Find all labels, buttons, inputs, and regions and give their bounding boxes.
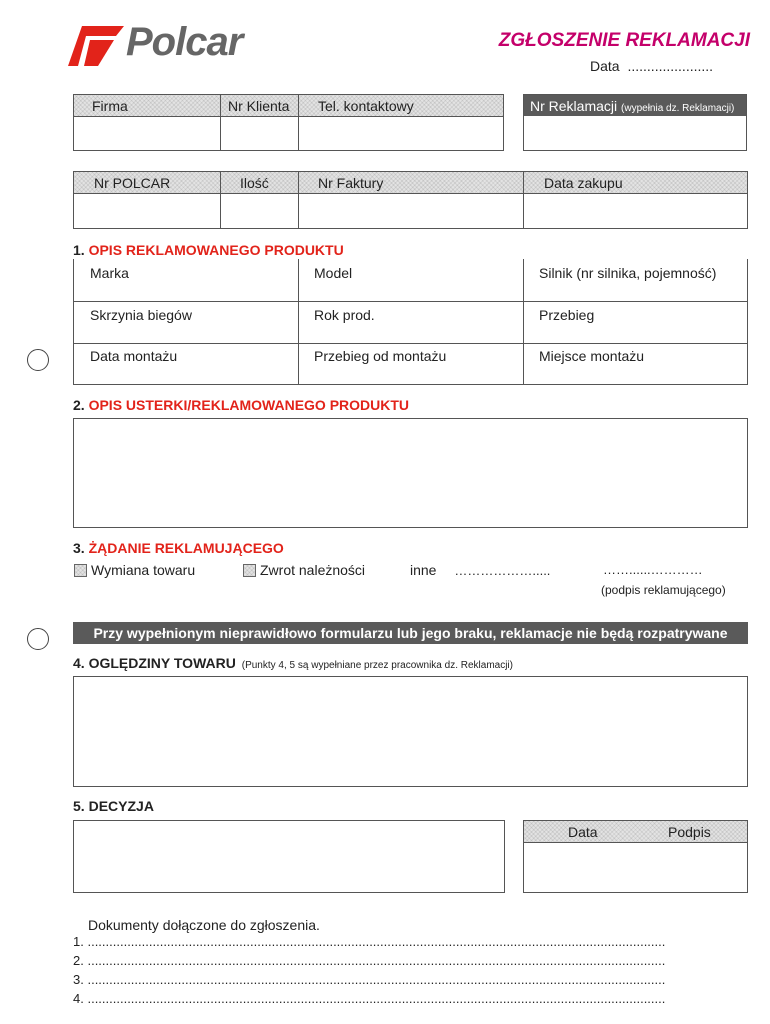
- nr-faktury-field[interactable]: [299, 194, 522, 228]
- option-inne[interactable]: inne ……………….....: [410, 562, 551, 578]
- col-tel: Tel. kontaktowy: [318, 98, 414, 114]
- field-przebieg[interactable]: Przebieg: [539, 307, 595, 323]
- col-data: Data: [568, 824, 598, 840]
- logo-wordmark: Polcar: [126, 20, 243, 64]
- document-dots: ................................................................................................................................................................: [87, 934, 666, 949]
- client-info-table: [73, 94, 504, 151]
- nr-reklamacji-note: (wypełnia dz. Reklamacji): [621, 103, 735, 114]
- col-nr-reklamacji: Nr Reklamacji (wypełnia dz. Reklamacji): [530, 98, 735, 114]
- invoice-header: [74, 172, 747, 193]
- checkbox-wymiana[interactable]: [74, 564, 87, 577]
- document-line[interactable]: 1. ................................................................................................................................................................: [73, 934, 666, 949]
- data-zakupu-field[interactable]: [524, 194, 746, 228]
- warning-banner: Przy wypełnionym nieprawidłowo formularzu lub jego braku, reklamacje nie będą rozpatrywane: [73, 622, 748, 644]
- col-nr-faktury: Nr Faktury: [318, 175, 384, 191]
- col-nr-polcar: Nr POLCAR: [94, 175, 171, 191]
- product-description-table: [73, 259, 748, 385]
- documents-list: [73, 934, 728, 1010]
- field-model[interactable]: Model: [314, 265, 353, 281]
- section3-heading: 3. ŻĄDANIE REKLAMUJĄCEGO: [73, 540, 284, 556]
- section5-heading: 5. DECYZJA: [73, 798, 154, 814]
- option-wymiana[interactable]: Wymiana towaru: [74, 562, 195, 578]
- document-line[interactable]: 2. ................................................................................................................................................................: [73, 953, 666, 968]
- inspection-field[interactable]: [73, 676, 748, 787]
- checkbox-zwrot[interactable]: [243, 564, 256, 577]
- col-ilosc: Ilość: [240, 175, 269, 191]
- col-podpis: Podpis: [668, 824, 711, 840]
- signature-line[interactable]: ……......…………: [603, 562, 703, 577]
- field-przebieg-od-montazu[interactable]: Przebieg od montażu: [314, 348, 447, 364]
- polcar-logo: [68, 20, 308, 68]
- document-line[interactable]: 4. ................................................................................................................................................................: [73, 991, 666, 1006]
- firma-field[interactable]: [75, 117, 219, 150]
- signature-caption: (podpis reklamującego): [601, 583, 726, 597]
- field-skrzynia[interactable]: Skrzynia biegów: [90, 307, 192, 323]
- col-firma: Firma: [92, 98, 128, 114]
- tel-field[interactable]: [299, 117, 503, 150]
- field-miejsce-montazu[interactable]: Miejsce montażu: [539, 348, 645, 364]
- date-dots[interactable]: ......................: [627, 58, 714, 74]
- date-label: Data: [590, 58, 620, 74]
- nr-reklamacji-field[interactable]: [525, 117, 745, 150]
- decision-sign-box: [523, 820, 748, 893]
- option-zwrot[interactable]: Zwrot należności: [243, 562, 365, 578]
- document-dots: ................................................................................................................................................................: [87, 953, 666, 968]
- decision-sign-header: [524, 821, 747, 842]
- nr-polcar-field[interactable]: [75, 194, 219, 228]
- punch-hole-bottom: [27, 628, 49, 650]
- field-data-montazu[interactable]: Data montażu: [90, 348, 178, 364]
- ilosc-field[interactable]: [221, 194, 297, 228]
- document-line[interactable]: 3. ................................................................................................................................................................: [73, 972, 666, 987]
- complaint-number-box: [523, 94, 747, 151]
- field-rok-prod[interactable]: Rok prod.: [314, 307, 375, 323]
- col-nr-klienta: Nr Klienta: [228, 98, 290, 114]
- date-row: [590, 58, 713, 74]
- document-dots: ................................................................................................................................................................: [87, 972, 666, 987]
- field-silnik[interactable]: Silnik (nr silnika, pojemność): [539, 265, 717, 281]
- document-dots: ................................................................................................................................................................: [87, 991, 666, 1006]
- defect-description-field[interactable]: [73, 418, 748, 528]
- decision-field[interactable]: [73, 820, 505, 893]
- section1-heading: 1. OPIS REKLAMOWANEGO PRODUKTU: [73, 242, 344, 258]
- inne-dots[interactable]: ……………….....: [454, 563, 551, 578]
- section4-note: (Punkty 4, 5 są wypełniane przez pracownika dz. Reklamacji): [241, 660, 513, 671]
- polcar-logo-mark-icon: [68, 26, 124, 66]
- section4-heading: 4. OGLĘDZINY TOWARU (Punkty 4, 5 są wypełniane przez pracownika dz. Reklamacji): [73, 655, 513, 671]
- col-data-zakupu: Data zakupu: [544, 175, 623, 191]
- invoice-table: [73, 171, 748, 229]
- decision-sign-field[interactable]: [525, 843, 746, 891]
- document-title: ZGŁOSZENIE REKLAMACJI: [498, 30, 750, 51]
- punch-hole-top: [27, 349, 49, 371]
- nr-klienta-field[interactable]: [221, 117, 297, 150]
- field-marka[interactable]: Marka: [90, 265, 129, 281]
- section2-heading: 2. OPIS USTERKI/REKLAMOWANEGO PRODUKTU: [73, 397, 410, 413]
- documents-title: Dokumenty dołączone do zgłoszenia.: [88, 917, 320, 933]
